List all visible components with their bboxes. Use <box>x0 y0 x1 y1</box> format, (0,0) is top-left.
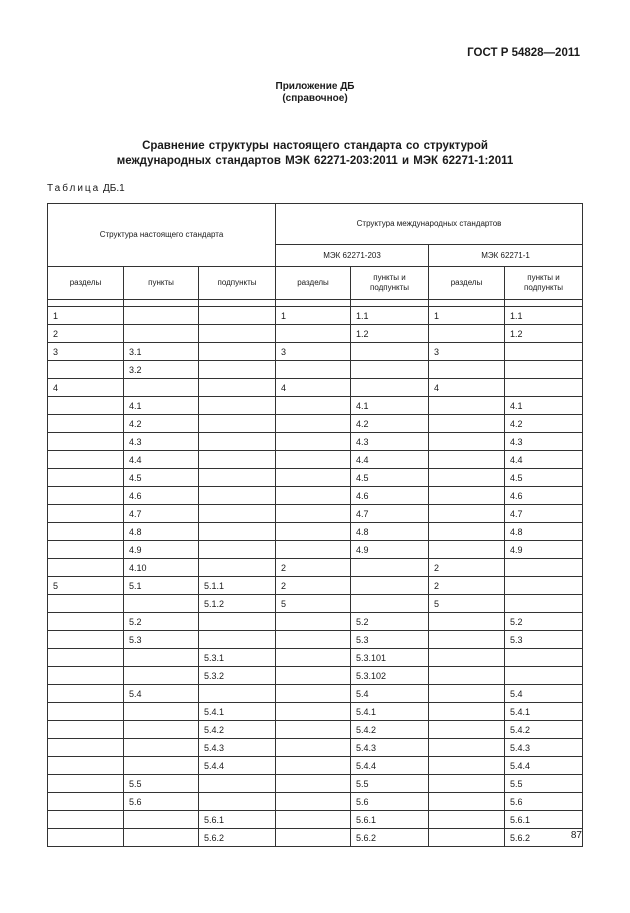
table-cell: 4.9 <box>505 541 583 559</box>
table-cell <box>48 451 124 469</box>
table-cell: 5.6.2 <box>199 829 276 847</box>
table-cell: 4.9 <box>351 541 429 559</box>
table-cell: 5.6 <box>351 793 429 811</box>
table-cell <box>199 379 276 397</box>
table-caption-number: ДБ.1 <box>103 183 125 194</box>
table-cell: 5.5 <box>124 775 199 793</box>
table-cell: 5.6 <box>505 793 583 811</box>
table-cell <box>48 793 124 811</box>
header-sections: разделы <box>48 267 124 300</box>
table-cell <box>505 379 583 397</box>
table-cell: 5.4.1 <box>199 703 276 721</box>
table-row <box>48 721 583 739</box>
table-cell <box>429 361 505 379</box>
table-cell <box>429 505 505 523</box>
table-row <box>48 505 583 523</box>
header-clauses-subclauses-1: пункты и подпункты <box>505 267 583 300</box>
table-cell: 4.2 <box>351 415 429 433</box>
table-cell: 5.4 <box>505 685 583 703</box>
table-cell: 5.6.1 <box>199 811 276 829</box>
table-cell <box>276 739 351 757</box>
table-cell <box>199 487 276 505</box>
table-cell: 5 <box>276 595 351 613</box>
table-cell <box>199 685 276 703</box>
table-cell <box>276 829 351 847</box>
table-row <box>48 397 583 415</box>
table-cell: 5.1.2 <box>199 595 276 613</box>
header-iec-62271-1: МЭК 62271-1 <box>429 245 583 267</box>
table-row <box>48 415 583 433</box>
table-cell: 2 <box>276 577 351 595</box>
table-cell <box>48 415 124 433</box>
table-cell <box>48 685 124 703</box>
table-cell: 4.5 <box>124 469 199 487</box>
table-row <box>48 577 583 595</box>
table-row <box>48 613 583 631</box>
table-cell: 4.5 <box>505 469 583 487</box>
table-cell: 5.4.1 <box>505 703 583 721</box>
table-cell: 5.6.1 <box>505 811 583 829</box>
table-row <box>48 685 583 703</box>
table-cell <box>276 487 351 505</box>
table-cell: 2 <box>429 577 505 595</box>
table-cell <box>429 469 505 487</box>
table-cell <box>199 541 276 559</box>
table-cell <box>429 739 505 757</box>
table-cell: 4.8 <box>124 523 199 541</box>
table-cell <box>276 469 351 487</box>
table-cell <box>124 829 199 847</box>
table-cell <box>429 541 505 559</box>
table-cell <box>48 811 124 829</box>
table-cell: 5.6.2 <box>351 829 429 847</box>
table-cell: 3 <box>429 343 505 361</box>
table-cell: 4 <box>429 379 505 397</box>
table-cell <box>48 361 124 379</box>
table-cell <box>48 523 124 541</box>
table-cell <box>124 649 199 667</box>
table-cell: 4.3 <box>505 433 583 451</box>
table-row <box>48 541 583 559</box>
table-cell: 4.4 <box>351 451 429 469</box>
table-cell: 4.4 <box>124 451 199 469</box>
table-cell <box>48 667 124 685</box>
annex-heading <box>0 81 630 105</box>
table-cell <box>505 667 583 685</box>
table-cell <box>276 415 351 433</box>
table-cell <box>351 343 429 361</box>
table-cell: 4.6 <box>505 487 583 505</box>
annex-title: Приложение ДБ <box>275 81 355 92</box>
table-cell: 5.1.1 <box>199 577 276 595</box>
table-cell <box>276 649 351 667</box>
table-cell <box>505 649 583 667</box>
table-cell: 5.3 <box>505 631 583 649</box>
table-row <box>48 307 583 325</box>
table-row <box>48 793 583 811</box>
table-row <box>48 343 583 361</box>
table-cell: 5.4.4 <box>199 757 276 775</box>
table-cell: 4.7 <box>124 505 199 523</box>
table-cell <box>429 667 505 685</box>
table-row <box>48 775 583 793</box>
table-cell <box>429 433 505 451</box>
table-caption-word: Таблица <box>47 183 101 194</box>
table-row <box>48 595 583 613</box>
table-cell <box>276 631 351 649</box>
standard-code: ГОСТ Р 54828—2011 <box>467 47 580 59</box>
table-cell <box>429 613 505 631</box>
table-cell: 5.6.1 <box>351 811 429 829</box>
table-cell <box>276 613 351 631</box>
table-cell: 5.6 <box>124 793 199 811</box>
table-cell <box>48 649 124 667</box>
table-cell: 5.5 <box>351 775 429 793</box>
table-row <box>48 325 583 343</box>
table-cell: 5.3.102 <box>351 667 429 685</box>
table-row <box>48 487 583 505</box>
table-cell: 1 <box>429 307 505 325</box>
table-cell <box>124 307 199 325</box>
table-row <box>48 811 583 829</box>
table-cell <box>48 469 124 487</box>
table-cell: 3.1 <box>124 343 199 361</box>
table-cell <box>276 541 351 559</box>
table-cell <box>351 379 429 397</box>
table-cell <box>199 631 276 649</box>
table-cell <box>48 505 124 523</box>
table-cell: 5.4.2 <box>199 721 276 739</box>
table-cell: 4.4 <box>505 451 583 469</box>
table-cell <box>429 793 505 811</box>
table-cell: 4.3 <box>351 433 429 451</box>
table-cell: 4 <box>276 379 351 397</box>
table-cell: 5.4.3 <box>199 739 276 757</box>
table-cell <box>276 757 351 775</box>
table-cell <box>199 613 276 631</box>
table-cell: 4.7 <box>505 505 583 523</box>
table-cell <box>351 595 429 613</box>
table-cell <box>276 685 351 703</box>
table-cell <box>48 703 124 721</box>
table-cell <box>429 775 505 793</box>
table-row <box>48 649 583 667</box>
table-row <box>48 361 583 379</box>
table-cell <box>48 541 124 559</box>
table-cell: 4.3 <box>124 433 199 451</box>
table-cell: 5.3.1 <box>199 649 276 667</box>
table-cell <box>48 433 124 451</box>
annex-subtitle: (справочное) <box>282 93 348 104</box>
table-cell: 5 <box>48 577 124 595</box>
table-row <box>48 631 583 649</box>
table-cell: 4.6 <box>124 487 199 505</box>
table-cell: 4.1 <box>351 397 429 415</box>
table-cell <box>429 811 505 829</box>
table-cell <box>199 397 276 415</box>
table-cell <box>199 775 276 793</box>
table-cell: 5.4.3 <box>351 739 429 757</box>
table-cell: 5.3.101 <box>351 649 429 667</box>
table-cell: 3 <box>276 343 351 361</box>
table-cell: 5.3.2 <box>199 667 276 685</box>
table-cell: 5.4 <box>124 685 199 703</box>
table-cell <box>505 343 583 361</box>
table-cell: 4.9 <box>124 541 199 559</box>
table-row <box>48 559 583 577</box>
table-row <box>48 739 583 757</box>
table-cell: 4 <box>48 379 124 397</box>
table-cell: 1.1 <box>351 307 429 325</box>
table-cell <box>48 757 124 775</box>
table-cell <box>199 433 276 451</box>
table-cell <box>276 775 351 793</box>
table-cell <box>48 613 124 631</box>
table-cell <box>276 523 351 541</box>
title-line-1: Сравнение структуры настоящего стандарта со структурой <box>142 140 488 152</box>
table-cell <box>276 325 351 343</box>
table-cell: 4.1 <box>124 397 199 415</box>
table-cell <box>199 325 276 343</box>
table-cell: 5 <box>429 595 505 613</box>
table-cell: 4.8 <box>351 523 429 541</box>
table-cell <box>48 397 124 415</box>
table-cell: 4.6 <box>351 487 429 505</box>
table-cell <box>199 559 276 577</box>
table-cell <box>429 721 505 739</box>
table-body <box>48 307 583 847</box>
table-cell <box>124 379 199 397</box>
table-cell <box>199 415 276 433</box>
table-cell <box>199 343 276 361</box>
table-cell: 5.4.2 <box>351 721 429 739</box>
table-cell: 4.5 <box>351 469 429 487</box>
table-caption <box>47 183 125 194</box>
table-cell: 4.7 <box>351 505 429 523</box>
table-cell <box>429 685 505 703</box>
table-cell: 5.4.3 <box>505 739 583 757</box>
table-cell <box>199 469 276 487</box>
table-cell <box>48 595 124 613</box>
table-cell <box>429 415 505 433</box>
table-cell <box>351 559 429 577</box>
table-cell: 1.2 <box>505 325 583 343</box>
header-sections-1: разделы <box>429 267 505 300</box>
header-this-standard: Структура настоящего стандарта <box>48 204 276 267</box>
table-cell: 5.3 <box>351 631 429 649</box>
page-number: 87 <box>570 830 582 841</box>
table-cell: 3.2 <box>124 361 199 379</box>
table-cell <box>276 793 351 811</box>
table-cell <box>429 397 505 415</box>
header-spacer-row <box>48 300 583 307</box>
table-cell <box>48 775 124 793</box>
table-cell: 5.2 <box>351 613 429 631</box>
header-clauses: пункты <box>124 267 199 300</box>
table-cell <box>124 703 199 721</box>
table-cell: 2 <box>429 559 505 577</box>
table-cell: 5.5 <box>505 775 583 793</box>
title-line-2: международных стандартов МЭК 62271-203:2011 и МЭК 62271-1:2011 <box>116 155 514 167</box>
table-cell <box>48 739 124 757</box>
table-cell <box>429 325 505 343</box>
table-cell: 2 <box>276 559 351 577</box>
table-cell <box>505 559 583 577</box>
table-cell <box>429 523 505 541</box>
table-cell: 5.2 <box>124 613 199 631</box>
table-cell: 5.6.2 <box>505 829 583 847</box>
table-cell: 3 <box>48 343 124 361</box>
table-cell <box>276 721 351 739</box>
table-cell: 2 <box>48 325 124 343</box>
table-cell: 4.10 <box>124 559 199 577</box>
table-cell <box>429 703 505 721</box>
table-row <box>48 379 583 397</box>
table-cell <box>276 361 351 379</box>
table-cell <box>199 523 276 541</box>
table-cell: 1.2 <box>351 325 429 343</box>
table-cell <box>48 631 124 649</box>
table-cell: 1.1 <box>505 307 583 325</box>
table-cell: 4.2 <box>124 415 199 433</box>
table-cell <box>429 451 505 469</box>
table-cell <box>276 451 351 469</box>
table-row <box>48 703 583 721</box>
table-cell <box>199 307 276 325</box>
table-cell: 5.4.4 <box>505 757 583 775</box>
table-cell <box>429 829 505 847</box>
table-cell <box>351 361 429 379</box>
table-cell <box>48 559 124 577</box>
table-cell <box>199 793 276 811</box>
table-cell <box>199 505 276 523</box>
header-clauses-subclauses-203: пункты и подпункты <box>351 267 429 300</box>
table-cell <box>124 595 199 613</box>
table-cell: 5.4.2 <box>505 721 583 739</box>
table-cell <box>276 397 351 415</box>
table-cell <box>124 811 199 829</box>
table-cell <box>199 451 276 469</box>
table-row <box>48 469 583 487</box>
header-iec-62271-203: МЭК 62271-203 <box>276 245 429 267</box>
table-cell: 5.4 <box>351 685 429 703</box>
table-cell <box>124 739 199 757</box>
table-cell <box>351 577 429 595</box>
table-cell: 4.8 <box>505 523 583 541</box>
table-cell <box>505 595 583 613</box>
table-cell <box>48 487 124 505</box>
header-international: Структура международных стандартов <box>276 204 583 245</box>
table-cell: 5.4.1 <box>351 703 429 721</box>
table-cell <box>429 631 505 649</box>
document-title <box>0 139 630 169</box>
table-cell <box>429 757 505 775</box>
table-cell <box>276 505 351 523</box>
structure-comparison-table <box>47 203 583 847</box>
table-cell <box>124 325 199 343</box>
table-cell <box>429 649 505 667</box>
table-cell <box>505 577 583 595</box>
table-cell <box>48 721 124 739</box>
table-cell <box>124 721 199 739</box>
table-cell: 4.2 <box>505 415 583 433</box>
header-sections-203: разделы <box>276 267 351 300</box>
header-subclauses: подпункты <box>199 267 276 300</box>
table-cell: 5.1 <box>124 577 199 595</box>
table-cell <box>199 361 276 379</box>
table-cell <box>124 667 199 685</box>
table-cell: 4.1 <box>505 397 583 415</box>
table-row <box>48 757 583 775</box>
table-cell: 5.3 <box>124 631 199 649</box>
table-cell <box>276 433 351 451</box>
table-cell <box>48 829 124 847</box>
table-cell <box>276 667 351 685</box>
table-row <box>48 829 583 847</box>
table-cell: 5.4.4 <box>351 757 429 775</box>
table-cell <box>505 361 583 379</box>
table-cell: 5.2 <box>505 613 583 631</box>
table-cell: 1 <box>48 307 124 325</box>
table-row <box>48 667 583 685</box>
table-cell <box>124 757 199 775</box>
table-cell: 1 <box>276 307 351 325</box>
table-row <box>48 451 583 469</box>
table-cell <box>276 811 351 829</box>
table-cell <box>429 487 505 505</box>
table-row <box>48 433 583 451</box>
table-row <box>48 523 583 541</box>
table-cell <box>276 703 351 721</box>
